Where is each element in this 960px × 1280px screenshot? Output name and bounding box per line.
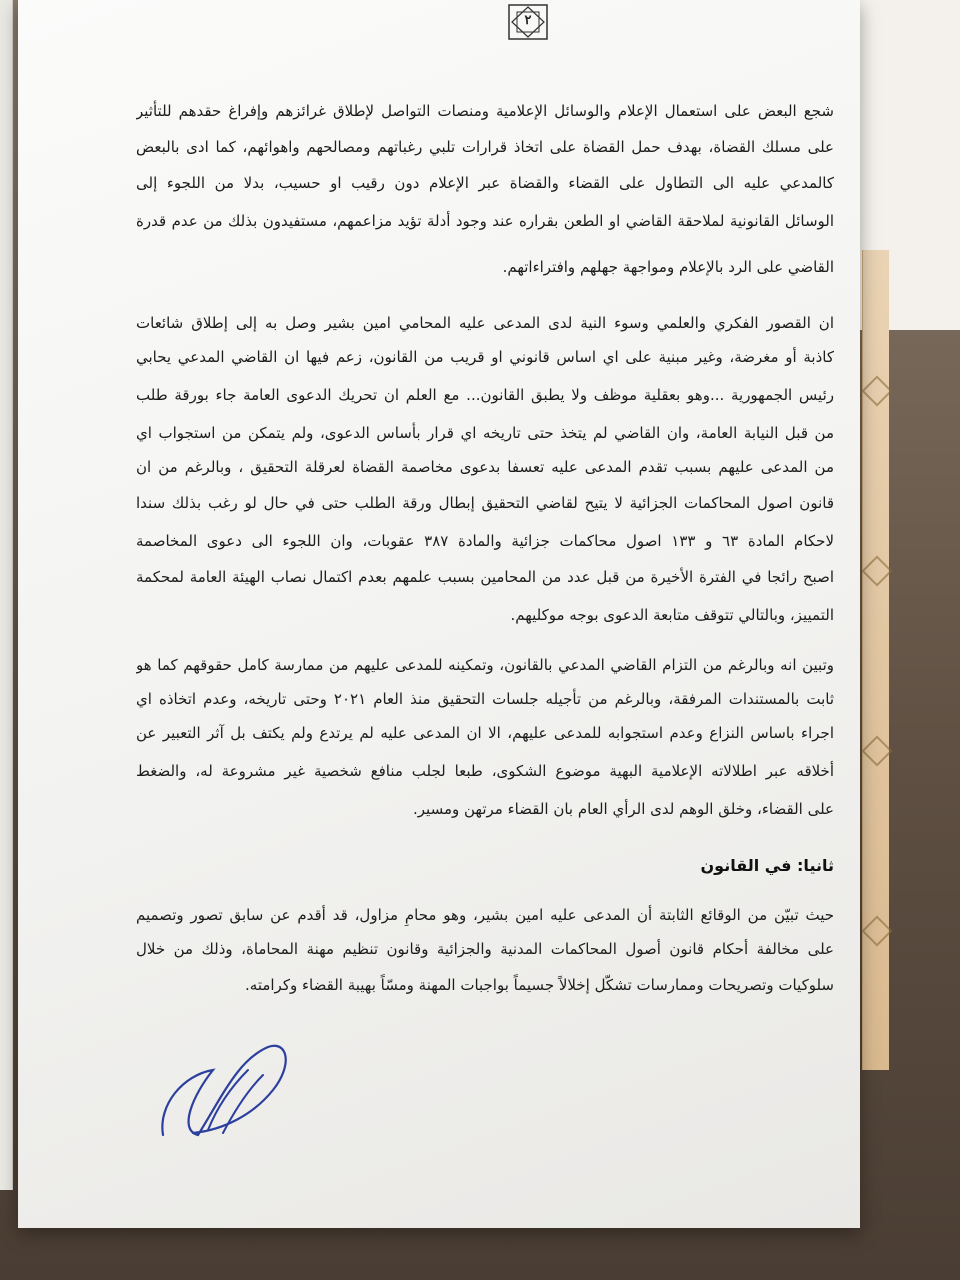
body-line: التمييز، وبالتالي تتوقف متابعة الدعوى بوجه موكليهم. bbox=[510, 606, 834, 624]
signature-icon bbox=[153, 1035, 303, 1155]
body-line: لاحكام المادة ٦٣ و ١٣٣ اصول محاكمات جزائية والمادة ٣٨٧ عقوبات، وان اللجوء الى دعوى المخاصمة bbox=[136, 532, 834, 550]
body-line: القاضي على الرد بالإعلام ومواجهة جهلهم وافتراءاتهم. bbox=[502, 258, 834, 276]
document-page bbox=[18, 0, 860, 1228]
body-line: ان القصور الفكري والعلمي وسوء النية لدى المدعى عليه المحامي امين بشير وصل به إلى إطلاق شائعات bbox=[136, 314, 834, 332]
body-line: سلوكيات وتصريحات وممارسات تشكّل إخلالاً جسيماً بواجبات المهنة ومسّاً بهيبة القضاء وكرامته. bbox=[245, 976, 834, 994]
body-line: كالمدعي عليه الى التطاول على القضاء والقضاة عبر الإعلام دون رقيب او حسيب، بدلا من اللجوء إلى bbox=[136, 174, 834, 192]
body-line: على القضاء، وخلق الوهم لدى الرأي العام بان القضاء مرتهن ومسير. bbox=[413, 800, 834, 818]
body-line: الوسائل القانونية لملاحقة القاضي او الطعن بقراره عند وجود أدلة تؤيد مزاعمهم، مستفيدون بذلك من عدم قدرة bbox=[136, 212, 834, 230]
body-line: قانون اصول المحاكمات الجزائية لا يتيح لقاضي التحقيق إبطال ورقة الطلب حتى في حال لو رغب بذلك سندا bbox=[136, 494, 834, 512]
body-line: رئيس الجمهورية ...وهو بعقلية موظف ولا يطبق القانون... مع العلم ان تحريك الدعوى العامة جاء بورقة طلب bbox=[136, 386, 834, 404]
body-line: وتبين انه وبالرغم من التزام القاضي المدعي بالقانون، وتمكينه للمدعى عليهم من ممارسة كامل حقوقهم كما هو bbox=[136, 656, 834, 674]
body-line: اجراء باساس النزاع وعدم استجوابه للمدعى عليهم، الا ان المدعى عليه لم يرتدع ولم يكتف بل آثر التعبير عن bbox=[136, 724, 834, 742]
body-line: شجع البعض على استعمال الإعلام والوسائل الإعلامية ومنصات التواصل لإطلاق غرائزهم وإفراغ حقدهم للتأثير bbox=[136, 102, 834, 120]
body-line: كاذبة أو مغرضة، وغير مبنية على اي اساس قانوني او قريب من القانون، زعم فيها ان القاضي المدعي يحابي bbox=[136, 348, 834, 366]
body-line: من قبل النيابة العامة، وان القاضي لم يتخذ حتى تاريخه اي قرار بأساس الدعوى، ولم يتمكن من استجواب اي bbox=[136, 424, 834, 442]
body-line: أخلاقه عبر اطلالاته الإعلامية البهية موضوع الشكوى، طبعا لجلب منافع شخصية غير مشروعة له، والضغط bbox=[136, 762, 834, 780]
body-line: حيث تبيّن من الوقائع الثابتة أن المدعى عليه امين بشير، وهو محامٍ مزاول، قد أقدم عن سابق تصور وتصميم bbox=[136, 906, 834, 924]
body-line: من المدعى عليهم بسبب تقدم المدعى عليه تعسفا بدعوى مخاصمة القضاة لعرقلة التحقيق ، وبالرغم من ان bbox=[136, 458, 834, 476]
body-line: على مسلك القضاة، بهدف حمل القضاة على اتخاذ قرارات تلبي رغباتهم ومصالحهم واهوائهم، كما ادى بالبعض bbox=[136, 138, 834, 156]
underlying-page-edge bbox=[0, 0, 13, 1190]
section-heading: ثانيا: في القانون bbox=[700, 856, 834, 875]
body-line: اصبح رائجا في الفترة الأخيرة من قبل عدد من المحامين بسبب علمهم بعدم اكتمال نصاب الهيئة العامة لمحكمة bbox=[136, 568, 834, 586]
tabbed-pages-strip bbox=[862, 250, 889, 1070]
page-number: ٢ bbox=[524, 13, 532, 28]
page-header-emblem bbox=[508, 4, 548, 40]
body-line: على مخالفة أحكام قانون أصول المحاكمات المدنية والجزائية وقانون تنظيم مهنة المحاماة، وذلك من خلال bbox=[136, 940, 834, 958]
body-line: ثابت بالمستندات المرفقة، وبالرغم من تأجيله جلسات التحقيق منذ العام ٢٠٢١ وحتى تاريخه، وعدم اتخاذه اي bbox=[136, 690, 834, 708]
